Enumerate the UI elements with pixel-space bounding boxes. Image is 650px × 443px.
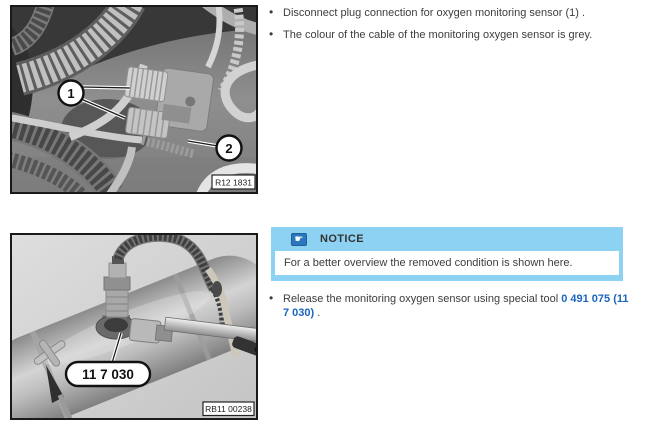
release-step-period: . [314, 307, 321, 319]
sensor-hex-nut [104, 277, 130, 290]
tool-label-text: 11 7 030 [82, 367, 134, 382]
callout-1-number: 1 [67, 86, 75, 101]
instruction-release-sensor [268, 292, 636, 320]
sensor-lower-cylinder [106, 289, 128, 317]
figure-special-tool-photo [10, 233, 258, 420]
notice-header [271, 227, 623, 251]
notice-box [271, 227, 623, 281]
figure-plug-connection-photo [10, 5, 258, 194]
sensor-socket-opening [104, 318, 128, 332]
release-step-list [268, 292, 636, 328]
instruction-list [268, 6, 643, 50]
notice-body [275, 251, 619, 275]
instruction-text: The colour of the cable of the monitoring oxygen sensor is grey. [283, 29, 593, 41]
figure-ref-label [212, 175, 255, 189]
cable-clip [212, 281, 222, 297]
notice-title: NOTICE [320, 233, 364, 245]
instruction-disconnect-plug [268, 6, 643, 20]
instruction-cable-colour [268, 28, 643, 42]
ref-label-text: R12 1831 [215, 177, 252, 188]
catalytic-converter-illustration [12, 235, 256, 418]
release-step-text: Release the monitoring oxygen sensor using special tool [283, 293, 562, 305]
notice-text: For a better overview the removed condition is shown here. [284, 257, 573, 269]
figure-ref-label [203, 402, 254, 416]
callout-2-number: 2 [225, 141, 233, 156]
pointing-hand-icon: ☛ [291, 233, 307, 246]
engine-bay-illustration [12, 7, 256, 192]
sensor-upper-body [109, 263, 126, 278]
special-tool-link[interactable]: 0 491 075 (11 7 030) [283, 293, 629, 319]
ref-label-text: RB11 00238 [205, 404, 252, 414]
instruction-text: Disconnect plug connection for oxygen monitoring sensor (1) . [283, 7, 586, 19]
